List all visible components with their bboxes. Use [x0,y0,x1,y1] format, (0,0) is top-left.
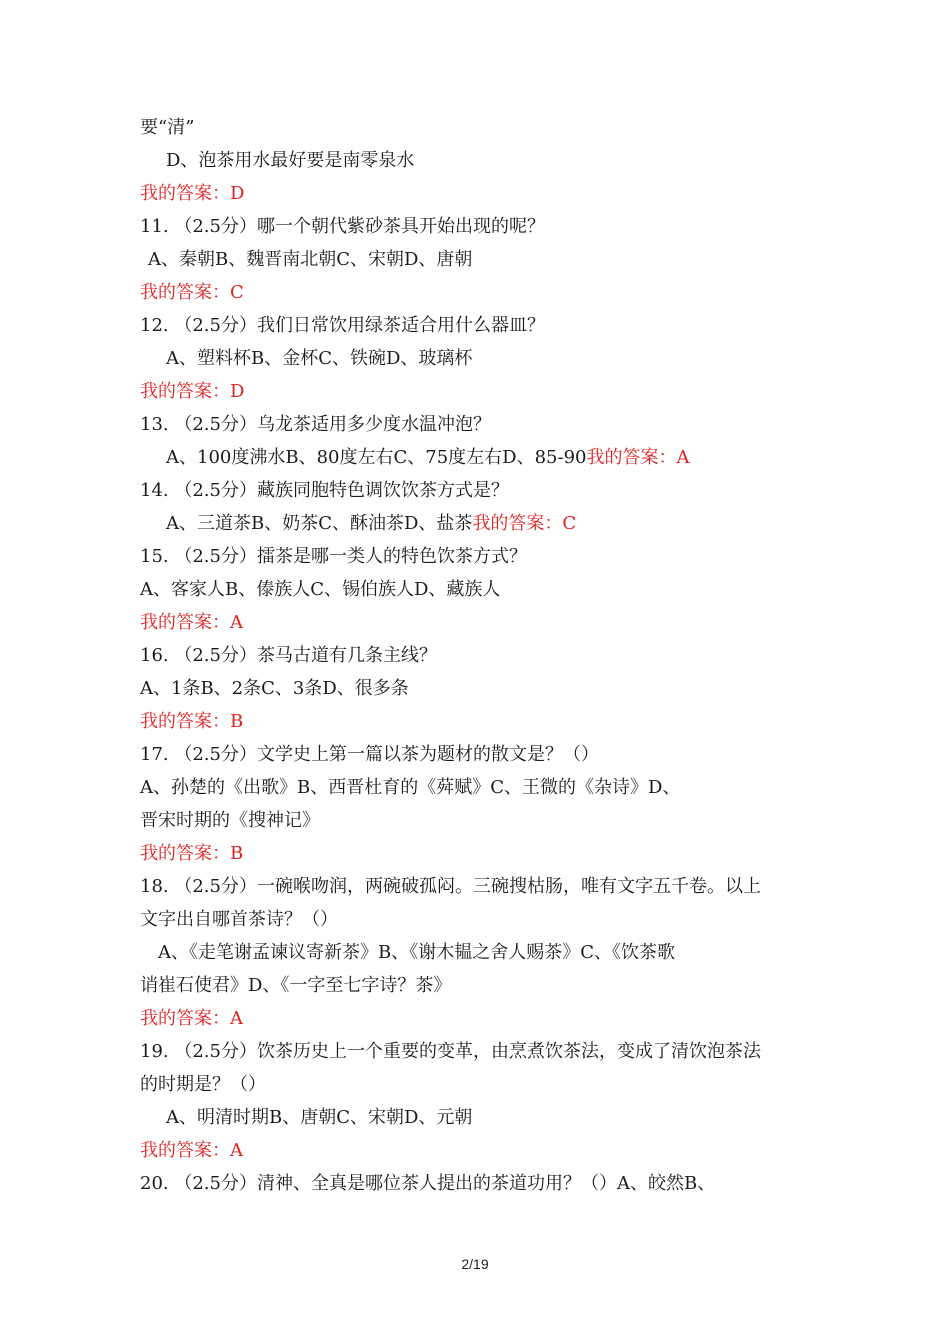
option-line: A、秦朝B、魏晋南北朝C、宋朝D、唐朝 [148,249,473,270]
question-line: 19. （2.5分）饮茶历史上一个重要的变革，由烹煮饮茶法，变成了清饮泡茶法 [140,1041,761,1062]
question-line: 15. （2.5分）擂茶是哪一类人的特色饮茶方式？ [140,546,527,567]
option-text: A、100度沸水B、80度左右C、75度左右D、85-90 [166,447,587,468]
question-line: 16. （2.5分）茶马古道有几条主线？ [140,645,437,666]
answer-text: 我的答案：A [586,447,690,468]
option-line [166,446,690,470]
answer-line: 我的答案：B [140,711,244,732]
option-line: A、明清时期B、唐朝C、宋朝D、元朝 [166,1107,473,1128]
answer-text: 我的答案：C [472,513,577,534]
answer-line: 我的答案：A [140,612,243,633]
question-line: 20. （2.5分）清神、全真是哪位茶人提出的茶道功用？（）A、皎然B、 [140,1173,716,1194]
question-line: 的时期是？（） [140,1074,266,1095]
question-line: 18. （2.5分）一碗喉吻润，两碗破孤闷。三碗搜枯肠，唯有文字五千卷。以上 [140,876,761,897]
answer-line: 我的答案：C [140,282,244,303]
question-line: 17. （2.5分）文学史上第一篇以茶为题材的散文是？（） [140,744,599,765]
option-line [166,512,576,536]
option-line: A、孙楚的《出歌》B、西晋杜育的《荈赋》C、王微的《杂诗》D、 [140,777,681,798]
answer-line: 我的答案：D [140,381,245,402]
question-line: 文字出自哪首茶诗？（） [140,909,338,930]
answer-line: 我的答案：A [140,1008,243,1029]
question-line: 14. （2.5分）藏族同胞特色调饮饮茶方式是？ [140,480,509,501]
answer-line: 我的答案：A [140,1140,243,1161]
option-line: 晋宋时期的《搜神记》 [140,810,320,831]
option-line: A、1条B、2条C、3条D、很多条 [140,678,409,699]
answer-line: 我的答案：D [140,183,245,204]
option-line: A、《走笔谢孟谏议寄新茶》B、《谢木韫之舍人赐茶》C、《饮茶歌 [158,942,675,963]
page-number: 2/19 [461,1256,489,1272]
question-line: 13. （2.5分）乌龙茶适用多少度水温冲泡？ [140,414,491,435]
question-line: 11. （2.5分）哪一个朝代紫砂茶具开始出现的呢？ [140,216,545,237]
option-line: A、客家人B、傣族人C、锡伯族人D、藏族人 [140,579,501,600]
question-line: 12. （2.5分）我们日常饮用绿茶适合用什么器皿？ [140,315,545,336]
option-text: A、三道茶B、奶茶C、酥油茶D、盐茶 [166,513,473,534]
answer-line: 我的答案：B [140,843,244,864]
option-line: D、泡茶用水最好要是南零泉水 [166,150,415,171]
text-line: 要“清” [140,117,195,138]
option-line: 诮崔石使君》D、《一字至七字诗？茶》 [140,975,452,996]
option-line: A、塑料杯B、金杯C、铁碗D、玻璃杯 [166,348,473,369]
